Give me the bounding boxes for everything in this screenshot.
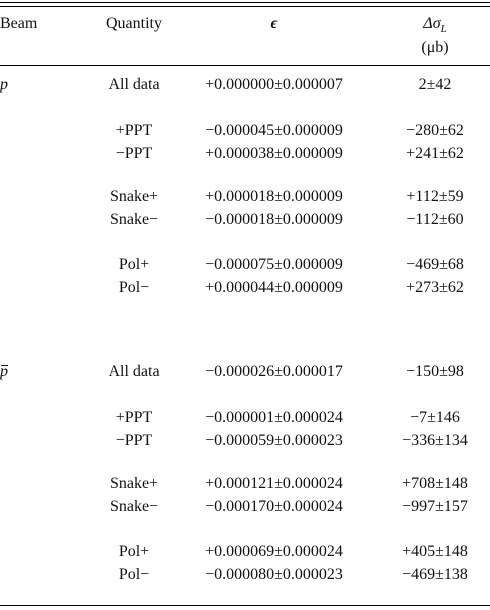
epsilon-cell: −0.000001±0.000024 bbox=[205, 409, 343, 426]
delta-sigma-cell: −469±68 bbox=[406, 256, 464, 273]
epsilon-cell: +0.000018±0.000009 bbox=[205, 188, 343, 205]
quantity-cell: −PPT bbox=[115, 432, 153, 449]
beam-label bbox=[0, 362, 8, 382]
delta-sigma-cell: +241±62 bbox=[406, 145, 464, 162]
table-rule-top-outer bbox=[0, 2, 490, 3]
quantity-cell: +PPT bbox=[115, 409, 153, 426]
header-delta-sigma-subscript: L bbox=[440, 23, 447, 36]
epsilon-cell: +0.000069±0.000024 bbox=[205, 543, 343, 560]
quantity-cell: Pol+ bbox=[118, 256, 150, 273]
table-rule-top-inner bbox=[0, 6, 490, 7]
epsilon-cell: −0.000075±0.000009 bbox=[205, 256, 343, 273]
epsilon-cell: −0.000045±0.000009 bbox=[205, 122, 343, 139]
quantity-cell: Snake− bbox=[109, 211, 159, 228]
header-delta-sigma-unit: (μb) bbox=[421, 39, 449, 56]
delta-sigma-cell: +405±148 bbox=[402, 543, 468, 560]
delta-sigma-cell: −336±134 bbox=[402, 432, 468, 449]
quantity-cell: Pol− bbox=[118, 566, 150, 583]
delta-sigma-cell: 2±42 bbox=[418, 76, 452, 93]
beam-proton: p bbox=[0, 76, 8, 93]
epsilon-cell: −0.000026±0.000017 bbox=[205, 363, 343, 380]
beam-antiproton: p bbox=[0, 363, 8, 380]
quantity-cell: Pol+ bbox=[118, 543, 150, 560]
epsilon-cell: −0.000018±0.000009 bbox=[205, 211, 343, 228]
epsilon-cell: −0.000059±0.000023 bbox=[205, 432, 343, 449]
delta-sigma-cell: −469±138 bbox=[402, 566, 468, 583]
table-rule-bottom bbox=[0, 605, 490, 606]
header-delta-sigma bbox=[380, 14, 490, 39]
quantity-cell: −PPT bbox=[115, 145, 153, 162]
epsilon-cell: −0.000080±0.000023 bbox=[205, 566, 343, 583]
epsilon-cell: +0.000000±0.000007 bbox=[205, 76, 343, 93]
header-quantity: Quantity bbox=[106, 15, 162, 32]
epsilon-cell: +0.000038±0.000009 bbox=[205, 145, 343, 162]
quantity-cell: +PPT bbox=[115, 122, 153, 139]
delta-sigma-cell: −112±60 bbox=[406, 211, 464, 228]
header-delta-sigma-symbol: Δσ bbox=[423, 15, 441, 32]
delta-sigma-cell: +273±62 bbox=[406, 279, 464, 296]
table-rule-header bbox=[0, 65, 490, 66]
delta-sigma-cell: +112±59 bbox=[406, 188, 464, 205]
epsilon-cell: +0.000044±0.000009 bbox=[205, 279, 343, 296]
quantity-cell: Pol− bbox=[118, 279, 150, 296]
epsilon-cell: +0.000121±0.000024 bbox=[205, 475, 343, 492]
quantity-cell: Snake− bbox=[109, 498, 159, 515]
delta-sigma-cell: +708±148 bbox=[402, 475, 468, 492]
delta-sigma-cell: −150±98 bbox=[406, 363, 464, 380]
epsilon-cell: −0.000170±0.000024 bbox=[205, 498, 343, 515]
header-epsilon: ϵ bbox=[270, 15, 278, 32]
quantity-cell: All data bbox=[108, 76, 160, 93]
header-beam: Beam bbox=[0, 15, 38, 32]
delta-sigma-cell: −7±146 bbox=[410, 409, 460, 426]
beam-label bbox=[0, 75, 8, 95]
delta-sigma-cell: −997±157 bbox=[402, 498, 468, 515]
delta-sigma-cell: −280±62 bbox=[406, 122, 464, 139]
quantity-cell: All data bbox=[108, 363, 160, 380]
quantity-cell: Snake+ bbox=[109, 188, 159, 205]
quantity-cell: Snake+ bbox=[109, 475, 159, 492]
